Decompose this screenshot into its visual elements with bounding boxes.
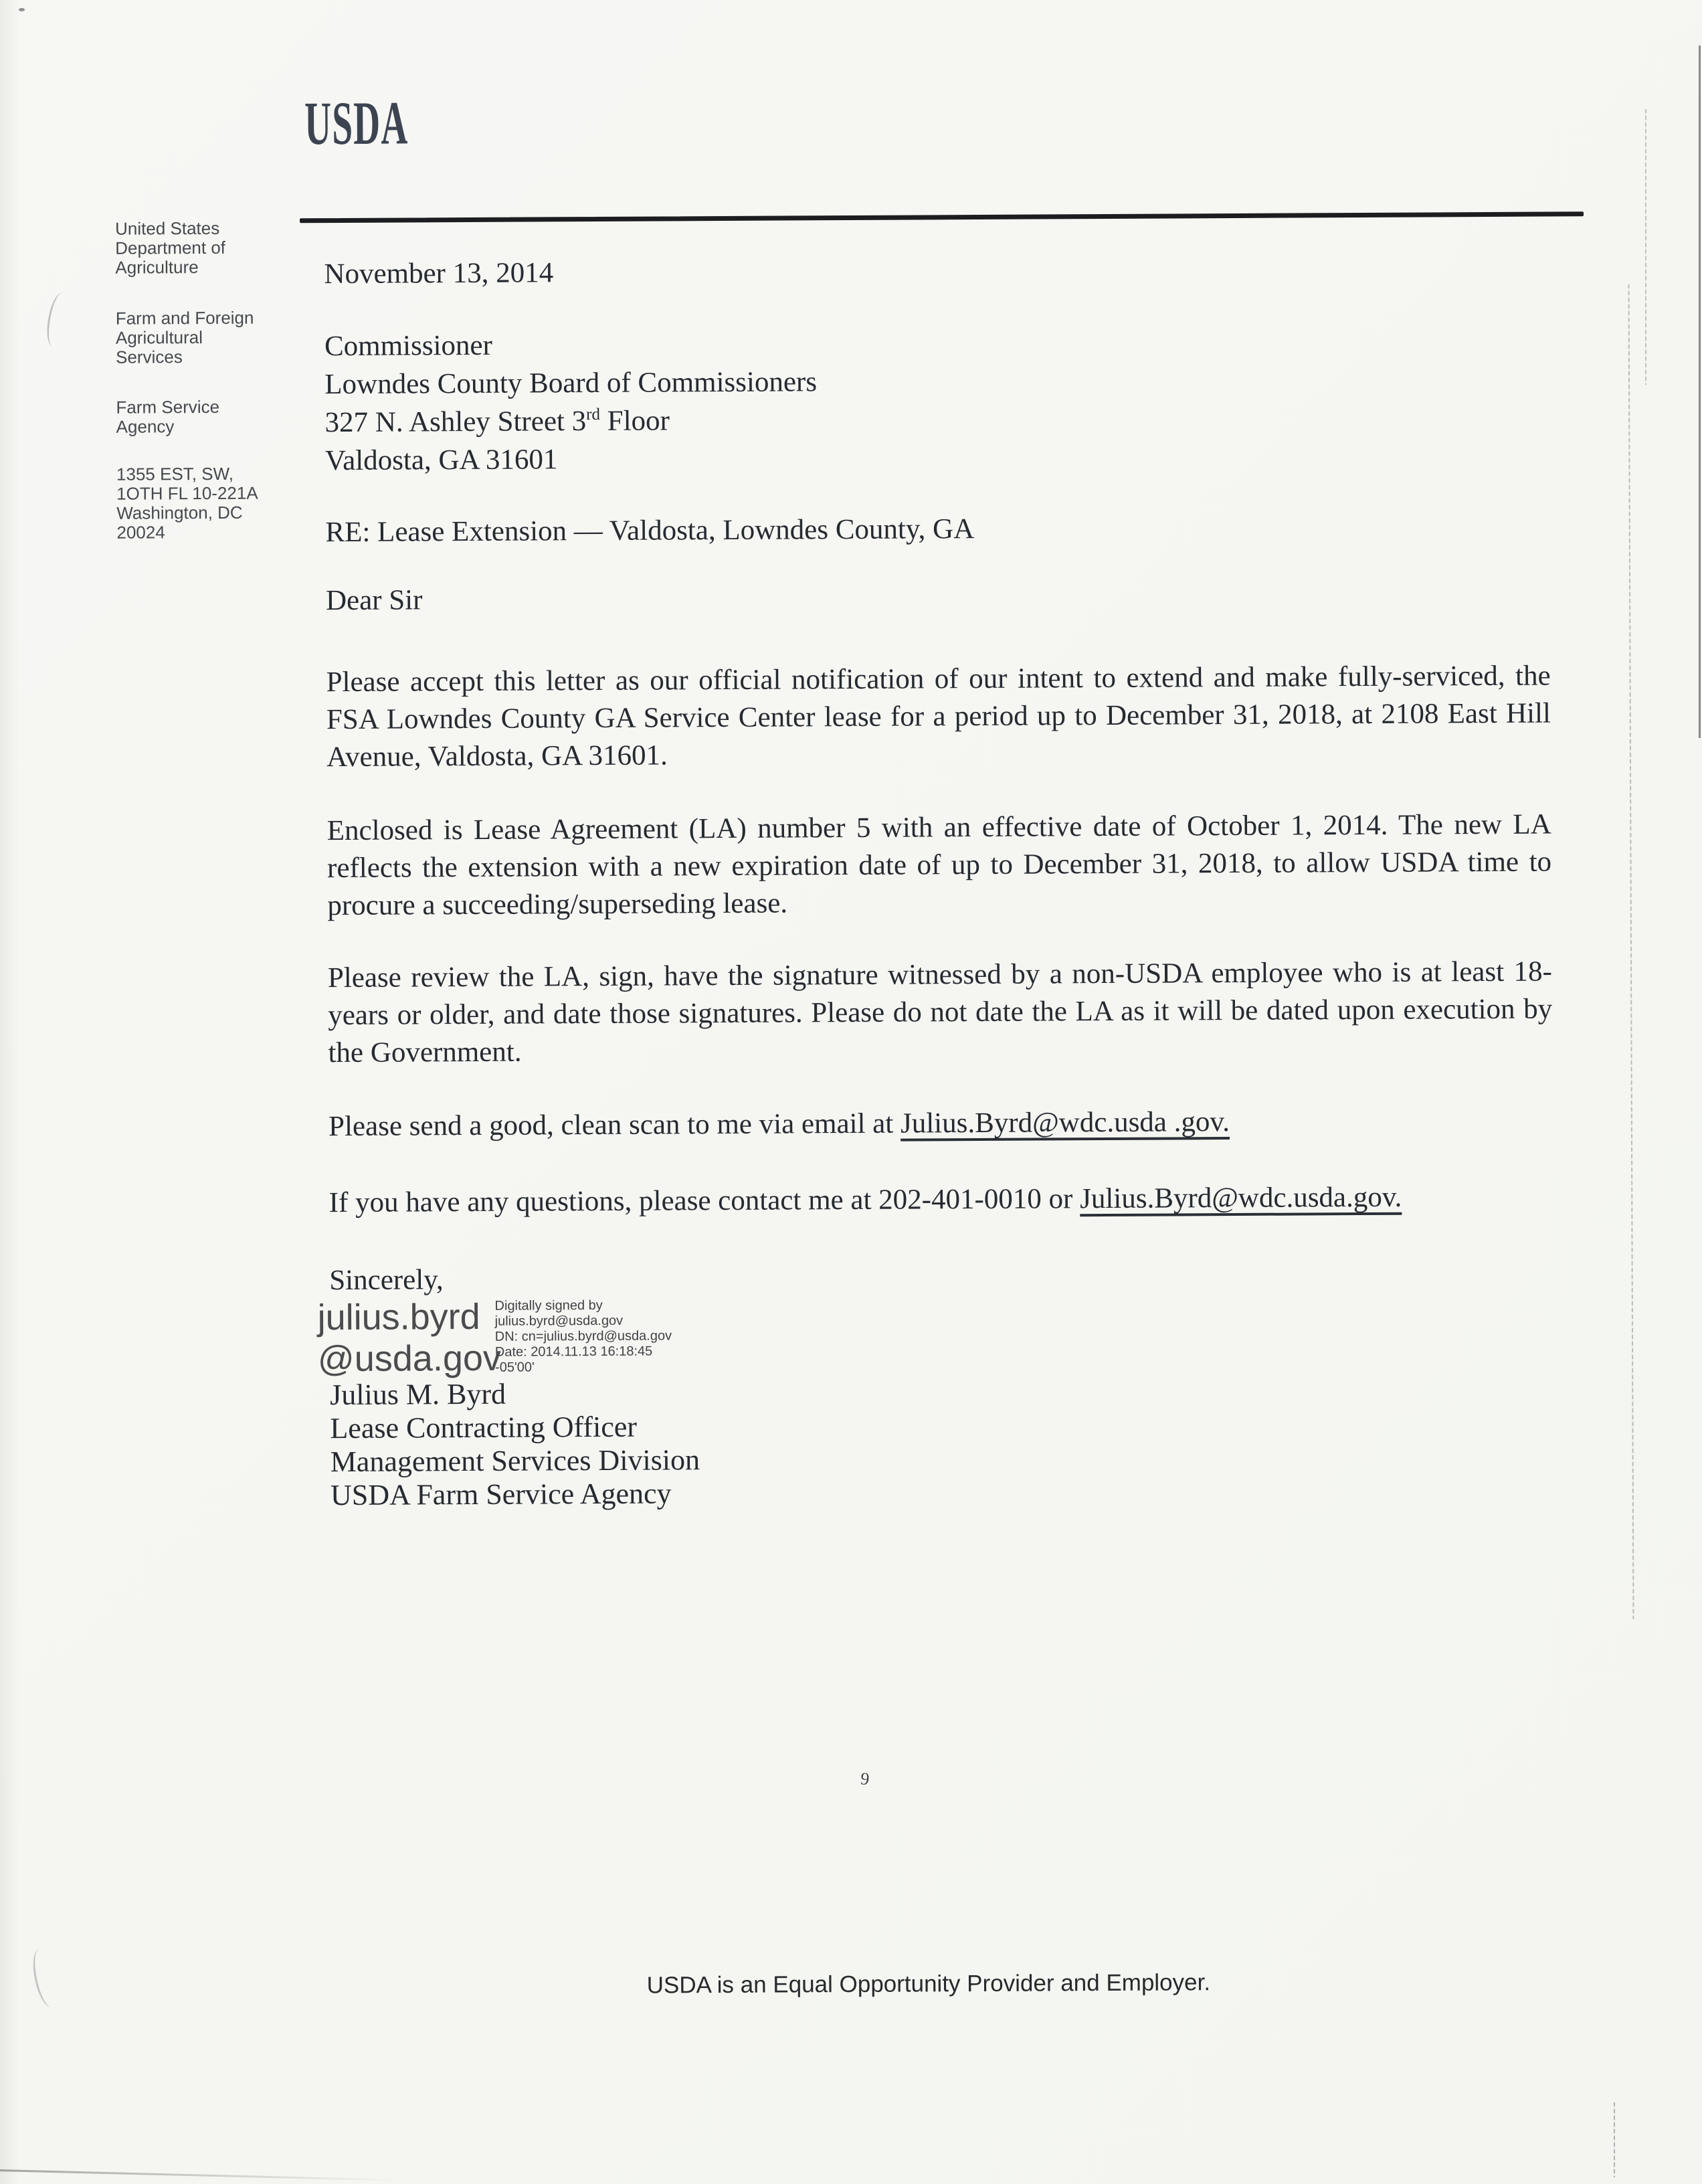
- stray-scan-mark: 9: [859, 1768, 870, 1789]
- subject-line: RE: Lease Extension — Valdosta, Lowndes County, GA: [325, 513, 975, 549]
- signature-detail-line: -05'00': [494, 1360, 535, 1375]
- sidebar-line: Agriculture: [115, 257, 199, 278]
- letterhead-office-address: [116, 464, 298, 542]
- email-address: Julius.Byrd@wdc.usda .gov.: [900, 1106, 1230, 1140]
- signer-division: Management Services Division: [330, 1443, 700, 1479]
- letterhead-department-name: [115, 218, 296, 277]
- letterhead-services-name: [116, 308, 296, 367]
- digital-signature-details: [494, 1297, 672, 1375]
- body-paragraph-5: [329, 1178, 1553, 1222]
- recipient-title: Commissioner: [324, 329, 492, 363]
- letter-date: November 13, 2014: [324, 257, 554, 290]
- sidebar-line: Department of: [115, 237, 226, 258]
- signature-detail-line: Date: 2014.11.13 16:18:45: [494, 1344, 653, 1360]
- letterhead-agency-name: [116, 397, 296, 436]
- signer-title: Lease Contracting Officer: [330, 1410, 638, 1445]
- sidebar-line: 1355 EST, SW,: [116, 463, 233, 484]
- paragraph-text: Please send a good, clean scan to me via email at: [328, 1107, 901, 1143]
- digital-signature-id: [317, 1296, 501, 1380]
- signature-detail-line: julius.byrd@usda.gov: [494, 1313, 624, 1329]
- body-paragraph-1: Please accept this letter as our official notification of our intent to extend and make fully-serviced, the FSA Lowndes County GA Service Center lease for a period up to December 31, 2018, at 2108 East Hill Avenue, Valdosta, GA 31601.: [326, 660, 1551, 774]
- sidebar-line: 1OTH FL 10-221A: [116, 482, 258, 504]
- closing: Sincerely,: [329, 1264, 444, 1297]
- sidebar-line: Washington, DC: [116, 502, 243, 523]
- sidebar-line: 20024: [116, 522, 165, 543]
- digital-signature-id-line: @usda.gov: [317, 1338, 502, 1380]
- body-paragraph-2: Enclosed is Lease Agreement (LA) number 5 with an effective date of October 1, 2014. The new LA reflects the extension with a new expiration date of up to December 31, 2018, to allow USDA time to procure a succeeding/superseding lease.: [326, 808, 1552, 922]
- body-paragraph-3: Please review the LA, sign, have the signature witnessed by a non-USDA employee who is at least 18-years or older, and date those signatures. Please do not date the LA as it will be dated upon execution by the Government.: [327, 955, 1553, 1069]
- digital-signature-id-line: julius.byrd: [317, 1296, 480, 1338]
- signature-detail-line: DN: cn=julius.byrd@usda.gov: [494, 1328, 672, 1344]
- recipient-street-ordinal: rd: [586, 405, 601, 424]
- letterhead-rule: [300, 211, 1584, 223]
- signature-block: [330, 1376, 700, 1512]
- recipient-street: [324, 398, 1549, 443]
- recipient-address-block: [324, 322, 1549, 481]
- signer-name: Julius M. Byrd: [330, 1377, 506, 1412]
- recipient-city-state-zip: Valdosta, GA 31601: [324, 444, 558, 477]
- sidebar-line: Farm and Foreign: [115, 307, 254, 329]
- usda-logo: USDA: [304, 88, 409, 158]
- sidebar-line: United States: [115, 217, 220, 239]
- recipient-organization: Lowndes County Board of Commissioners: [324, 366, 818, 401]
- recipient-street-text: 327 N. Ashley Street 3: [324, 405, 587, 439]
- email-address: Julius.Byrd@wdc.usda.gov.: [1080, 1181, 1402, 1215]
- paragraph-text: If you have any questions, please contact me at 202-401-0010 or: [328, 1183, 1080, 1219]
- signature-detail-line: Digitally signed by: [494, 1297, 603, 1313]
- sidebar-line: Services: [116, 347, 183, 367]
- recipient-street-text: Floor: [599, 405, 670, 437]
- salutation: Dear Sir: [325, 584, 423, 617]
- sidebar-line: Agency: [116, 416, 175, 437]
- footer-eeo-statement: USDA is an Equal Opportunity Provider and Employer.: [646, 1969, 1211, 1999]
- sidebar-line: Farm Service: [116, 396, 220, 418]
- signer-agency: USDA Farm Service Agency: [330, 1477, 672, 1512]
- sidebar-line: Agricultural: [115, 327, 203, 348]
- body-paragraph-4: [328, 1102, 1553, 1146]
